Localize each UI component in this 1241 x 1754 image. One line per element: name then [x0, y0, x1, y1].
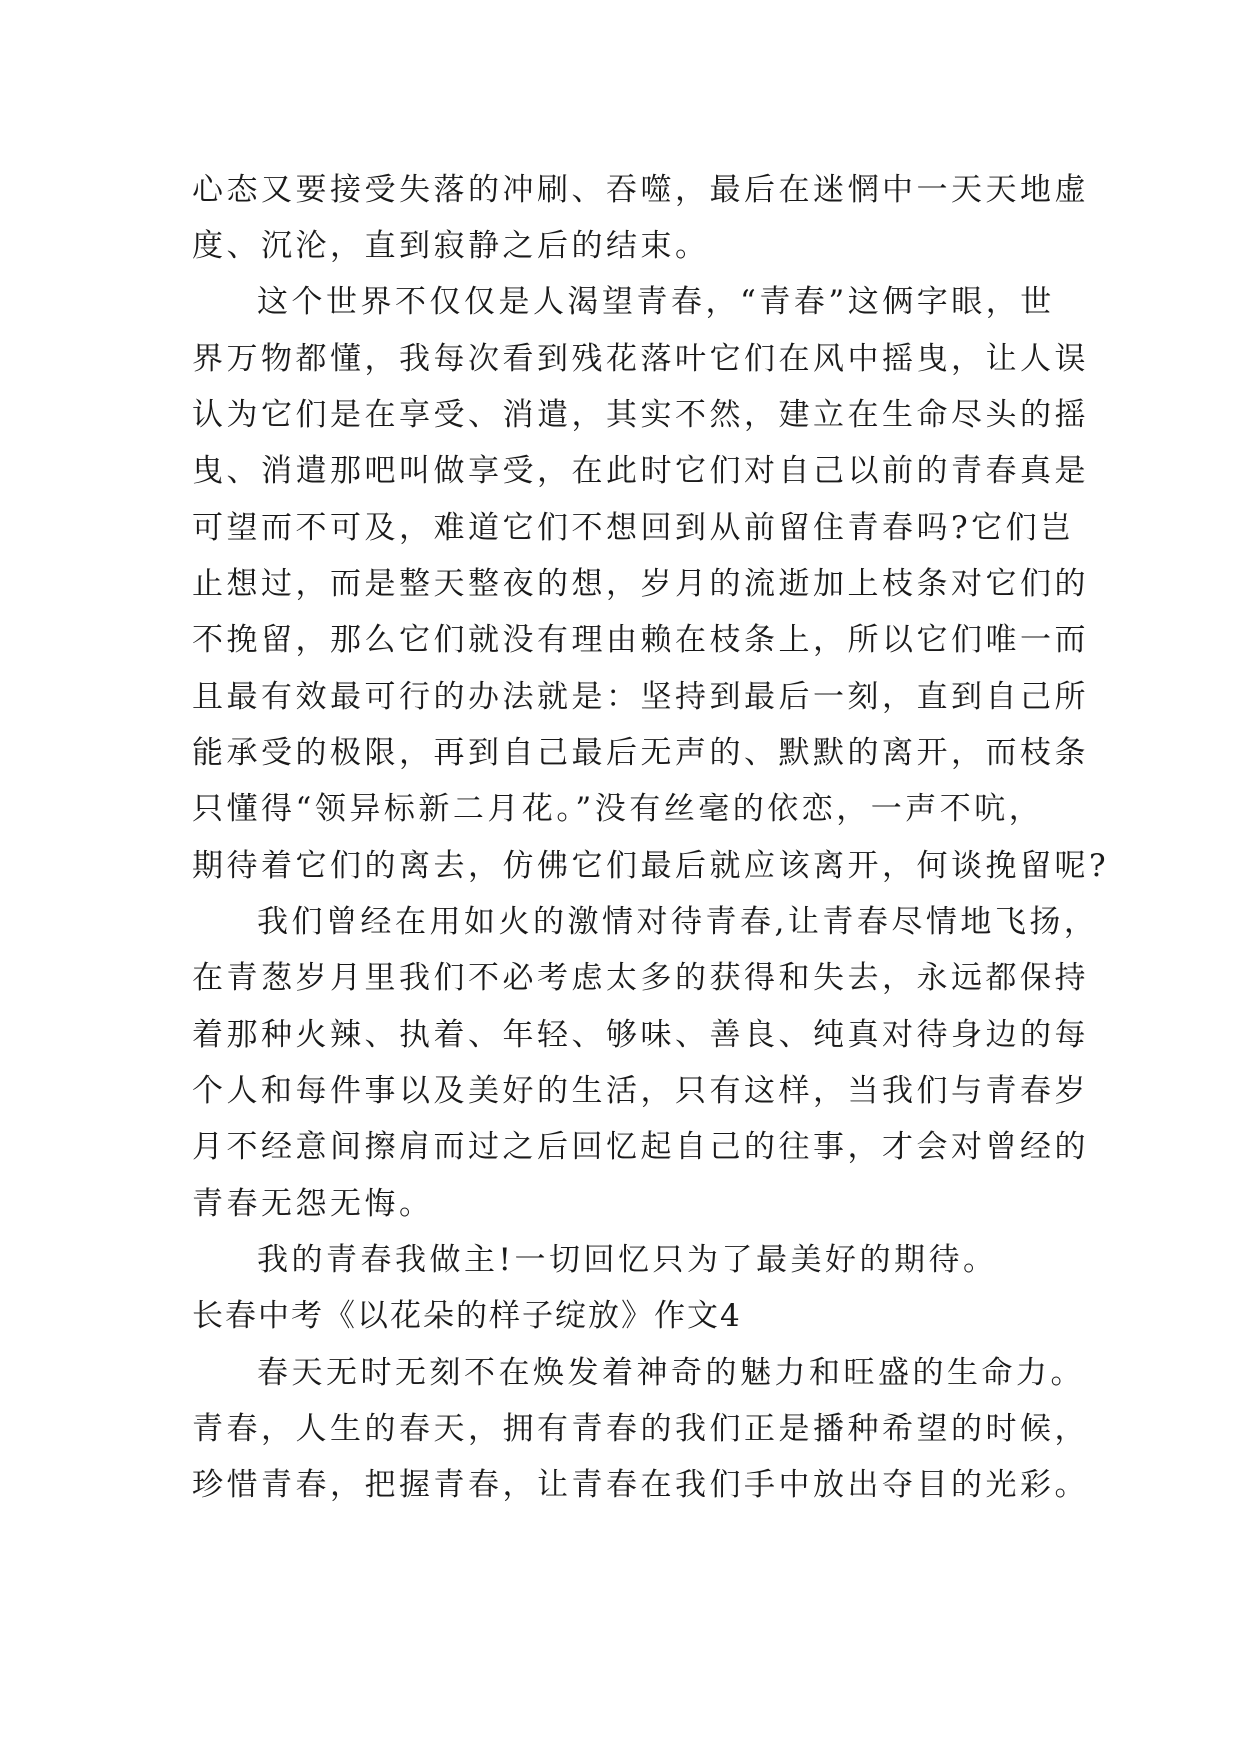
text-line: 心态又要接受失落的冲刷、吞噬，最后在迷惘中一天天地虚: [192, 172, 1089, 208]
text-line: 期待着它们的离去，仿佛它们最后就应该离开，何谈挽留呢?: [192, 848, 1110, 884]
text-line: 且最有效最可行的办法就是：坚持到最后一刻，直到自己所: [192, 679, 1089, 715]
section-heading: 长春中考《以花朵的样子绽放》作文4: [192, 1298, 742, 1334]
text-line: 青春无怨无悔。: [192, 1186, 434, 1222]
text-line: 珍惜青春，把握青春，让青春在我们手中放出夺目的光彩。: [192, 1467, 1089, 1503]
text-line: 止想过，而是整天整夜的想，岁月的流逝加上枝条对它们的: [192, 566, 1089, 602]
text-line: 只懂得“领异标新二月花。”没有丝毫的依恋，一声不吭，: [192, 791, 1044, 827]
paragraph-start-line: 春天无时无刻不在焕发着神奇的魅力和旺盛的生命力。: [257, 1355, 1085, 1391]
text-line: 个人和每件事以及美好的生活，只有这样，当我们与青春岁: [192, 1073, 1089, 1109]
text-line: 不挽留，那么它们就没有理由赖在枝条上，所以它们唯一而: [192, 622, 1089, 658]
paragraph-start-line: 我的青春我做主!一切回忆只为了最美好的期待。: [257, 1242, 998, 1278]
text-line: 青春，人生的春天，拥有青春的我们正是播种希望的时候，: [192, 1411, 1089, 1447]
text-line: 曳、消遣那吧叫做享受，在此时它们对自己以前的青春真是: [192, 453, 1089, 489]
text-line: 在青葱岁月里我们不必考虑太多的获得和失去，永远都保持: [192, 960, 1089, 996]
text-line: 度、沉沦，直到寂静之后的结束。: [192, 228, 710, 264]
text-line: 可望而不可及，难道它们不想回到从前留住青春吗?它们岂: [192, 510, 1075, 546]
text-line: 界万物都懂，我每次看到残花落叶它们在风中摇曳，让人误: [192, 341, 1089, 377]
paragraph-start-line: 这个世界不仅仅是人渴望青春，“青春”这俩字眼，世: [257, 284, 1055, 320]
text-line: 能承受的极限，再到自己最后无声的、默默的离开，而枝条: [192, 735, 1089, 771]
text-line: 月不经意间擦肩而过之后回忆起自己的往事，才会对曾经的: [192, 1129, 1089, 1165]
paragraph-start-line: 我们曾经在用如火的激情对待青春,让青春尽情地飞扬，: [257, 904, 1099, 940]
text-line: 着那种火辣、执着、年轻、够味、善良、纯真对待身边的每: [192, 1017, 1089, 1053]
text-line: 认为它们是在享受、消遣，其实不然，建立在生命尽头的摇: [192, 397, 1089, 433]
